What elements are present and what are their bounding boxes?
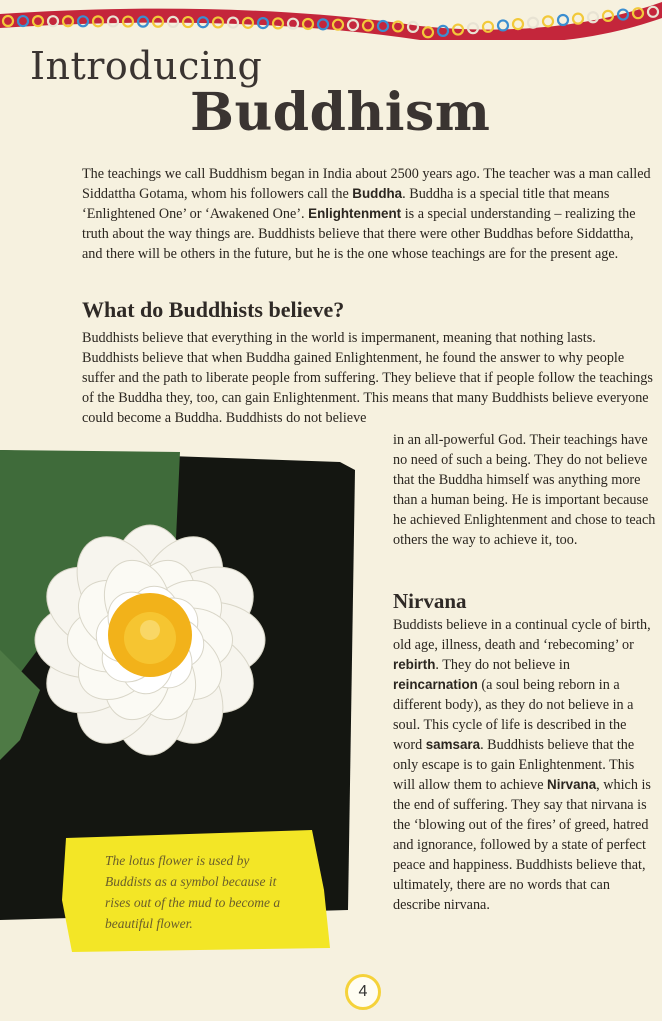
term-buddha: Buddha <box>352 186 403 201</box>
title-line-2: Buddhism <box>190 82 491 143</box>
term-enlightenment: Enlightenment <box>308 206 402 221</box>
section-heading-nirvana: Nirvana <box>393 589 467 613</box>
term-reincarnation: reincarnation <box>393 677 478 692</box>
border-ring <box>498 20 508 30</box>
photo-caption: The lotus flower is used by Buddists as a symbol because it rises out of the mud to become a beautiful flower. <box>105 853 281 931</box>
beliefs-paragraph-right: in an all-powerful God. Their teachings have no need of such a being. They do not believe that the Buddha himself was anything more than a human being. He is important because he achieved Enlightenment and chose to teach others the way to achieve it, too. <box>393 432 656 548</box>
nirvana-paragraph: Buddists believe in a continual cycle of birth, old age, illness, death and ‘rebecoming’ or rebirth. They do not believe in reincarnation (a soul being reborn in a different body), as they do not believe in a soul. This cycle of life is described in the word samsara. Buddhists believe that the only escape is to gain Enlightenment. This will allow them to achieve Nirvana, which is the end of suffering. They say that nirvana is the ‘blowing out of the fires’ of greed, hatred and ignorance, followed by a state of perfect peace and happiness. Buddhists believe that, ultimately, there are no words that can describe nirvana. <box>393 617 651 913</box>
term-nirvana: Nirvana <box>547 777 597 792</box>
border-ring <box>543 16 553 26</box>
decorative-border <box>0 0 662 40</box>
border-ring <box>558 15 568 25</box>
term-samsara: samsara <box>425 737 481 752</box>
term-rebirth: rebirth <box>393 657 436 672</box>
border-ring <box>513 19 523 29</box>
title-line-1: Introducing <box>30 44 263 88</box>
border-ring <box>573 14 583 24</box>
section-heading-beliefs: What do Buddhists believe? <box>82 297 345 322</box>
page-number: 4 <box>345 974 381 1010</box>
border-ring <box>528 18 538 28</box>
beliefs-paragraph-top: Buddhists believe that everything in the world is impermanent, meaning that nothing lasts. Buddhists believe that when Buddha gained Enlightenment, he found the answer to why people suffer and the path to liberate people from suffering. They believe that if people follow the teachings of the Buddha they, too, can gain Enlightenment. This means that many Buddhists believe everyone could become a Buddha. Buddhists do not believe <box>82 330 653 426</box>
intro-paragraph: The teachings we call Buddhism began in India about 2500 years ago. The teacher was a man called Siddattha Gotama, whom his followers call the Buddha. Buddha is a special title that means ‘Enlightened One’ or ‘Awakened One’. Enlightenment is a special understanding – realizing the truth about the way things are. Buddhists believe that there were other Buddhas before Siddattha, and there will be others in the future, but he is the one whose teachings are for the present age. <box>82 166 651 262</box>
